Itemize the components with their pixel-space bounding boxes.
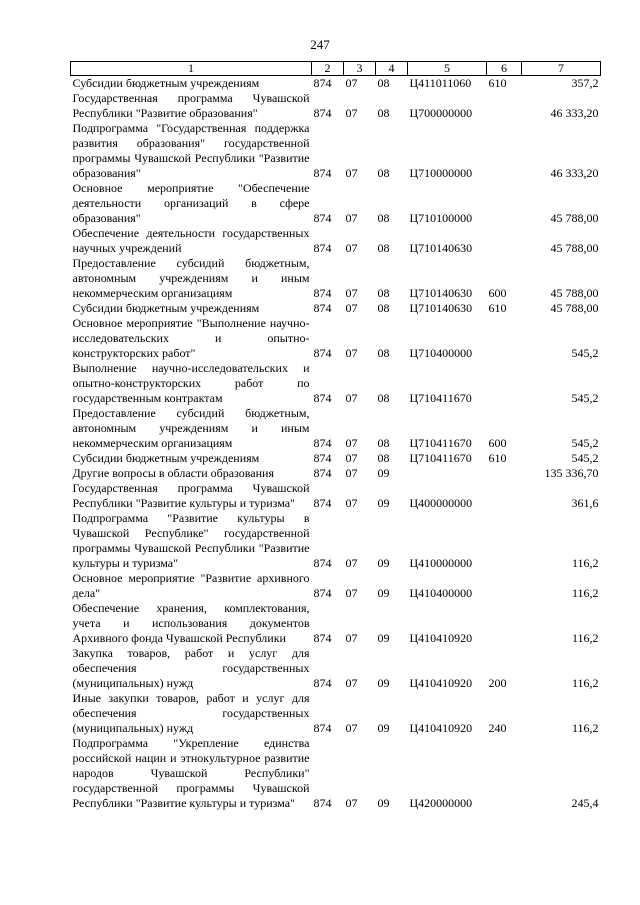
row-name-cell: Выполнение научно-исследовательских и опытно-конструкторских работ по государственным контрактам: [72, 361, 310, 405]
target-article-cell: Ц410410920: [409, 631, 473, 645]
amount-cell: 116,2: [571, 586, 599, 600]
row-name-cell: Подпрограмма "Развитие культуры в Чувашской Республике" государственной программы Чувашской Республики "Развитие культуры и туризма": [72, 511, 310, 570]
column-header: 1: [71, 62, 312, 76]
ministry-code-cell: 874: [313, 106, 332, 120]
table-row: [71, 481, 601, 511]
amount-cell: 357,2: [571, 76, 599, 90]
row-name-cell: Субсидии бюджетным учреждениям: [72, 451, 260, 465]
subsection-code-cell: 08: [377, 346, 390, 360]
section-code-cell: 07: [345, 241, 358, 255]
row-name-cell: Обеспечение деятельности государственных научных учреждений: [72, 226, 310, 255]
subsection-code-cell: 08: [377, 286, 390, 300]
amount-cell: 116,2: [571, 676, 599, 690]
amount-cell: 245,4: [571, 796, 599, 810]
target-article-cell: Ц710000000: [409, 166, 473, 180]
subsection-code-cell: 08: [377, 436, 390, 450]
row-name-cell: Предоставление субсидий бюджетным, автономным учреждениям и иным некоммерческим организациям: [72, 406, 310, 450]
subsection-code-cell: 08: [377, 451, 390, 465]
ministry-code-cell: 874: [313, 631, 332, 645]
row-name-cell: Подпрограмма "Укрепление единства российской нации и этнокультурное развитие народов Чувашской Республики" государственной программы Чувашской Республики "Развитие культуры и туризма": [72, 736, 310, 810]
table-row: [71, 226, 601, 256]
subsection-code-cell: 08: [377, 76, 390, 90]
row-name-cell: Основное мероприятие "Выполнение научно-исследовательских и опытно-конструкторских работ": [72, 316, 310, 360]
amount-cell: 116,2: [571, 631, 599, 645]
table-row: [71, 181, 601, 226]
table-row: [71, 121, 601, 181]
expense-type-cell: [487, 736, 522, 811]
subsection-code-cell: 09: [377, 721, 390, 735]
row-name-cell: Государственная программа Чувашской Республики "Развитие образования": [72, 91, 310, 120]
ministry-code-cell: 874: [313, 586, 332, 600]
target-article-cell: Ц710140630: [409, 241, 473, 255]
column-header: 6: [487, 62, 522, 76]
ministry-code-cell: 874: [313, 391, 332, 405]
amount-cell: 46 333,20: [550, 166, 599, 180]
ministry-code-cell: 874: [313, 211, 332, 225]
ministry-code-cell: 874: [313, 286, 332, 300]
expense-type-cell: 600: [488, 286, 507, 300]
ministry-code-cell: 874: [313, 496, 332, 510]
amount-cell: 45 788,00: [550, 211, 599, 225]
ministry-code-cell: 874: [313, 166, 332, 180]
subsection-code-cell: 09: [377, 631, 390, 645]
subsection-code-cell: 09: [377, 796, 390, 810]
amount-cell: 46 333,20: [550, 106, 599, 120]
section-code-cell: 07: [345, 586, 358, 600]
table-row: [71, 571, 601, 601]
column-header: 2: [312, 62, 344, 76]
target-article-cell: Ц410400000: [409, 586, 473, 600]
target-article-cell: Ц420000000: [409, 796, 473, 810]
table-row: [71, 601, 601, 646]
subsection-code-cell: 09: [377, 586, 390, 600]
section-code-cell: 07: [345, 166, 358, 180]
ministry-code-cell: 874: [313, 451, 332, 465]
expense-type-cell: 240: [488, 721, 507, 735]
row-name-cell: Подпрограмма "Государственная поддержка развития образования" государственной программы Чувашской Республики "Развитие образования": [72, 121, 310, 180]
amount-cell: 135 336,70: [544, 466, 599, 480]
expense-type-cell: 610: [488, 301, 507, 315]
page-number: 247: [310, 37, 330, 52]
section-code-cell: 07: [345, 796, 358, 810]
target-article-cell: Ц700000000: [409, 106, 473, 120]
table-row: [71, 466, 601, 481]
table-header-row: [71, 62, 601, 76]
section-code-cell: 07: [345, 211, 358, 225]
column-header: 5: [408, 62, 487, 76]
table-row: [71, 691, 601, 736]
subsection-code-cell: 09: [377, 676, 390, 690]
ministry-code-cell: 874: [313, 466, 332, 480]
table-row: [71, 406, 601, 451]
target-article-cell: Ц710411670: [409, 436, 472, 450]
section-code-cell: 07: [345, 106, 358, 120]
target-article-cell: Ц710100000: [409, 211, 473, 225]
target-article-cell: Ц411011060: [409, 76, 472, 90]
amount-cell: 116,2: [571, 556, 599, 570]
subsection-code-cell: 08: [377, 106, 390, 120]
column-header: 4: [376, 62, 408, 76]
ministry-code-cell: 874: [313, 241, 332, 255]
amount-cell: 116,2: [571, 721, 599, 735]
table-row: [71, 511, 601, 571]
section-code-cell: 07: [345, 286, 358, 300]
target-article-cell: Ц400000000: [409, 496, 473, 510]
table-row: [71, 91, 601, 121]
table-row: [71, 76, 601, 92]
expense-type-cell: [487, 316, 522, 361]
target-article-cell: Ц710140630: [409, 286, 473, 300]
amount-cell: 545,2: [571, 451, 599, 465]
subsection-code-cell: 09: [377, 496, 390, 510]
column-header: 3: [344, 62, 376, 76]
section-code-cell: 07: [345, 676, 358, 690]
expense-type-cell: [487, 511, 522, 571]
row-name-cell: Основное мероприятие "Обеспечение деятельности организаций в сфере образования": [72, 181, 310, 225]
ministry-code-cell: 874: [313, 76, 332, 90]
expense-type-cell: [487, 121, 522, 181]
ministry-code-cell: 874: [313, 436, 332, 450]
table-row: [71, 301, 601, 316]
section-code-cell: 07: [345, 301, 358, 315]
row-name-cell: Предоставление субсидий бюджетным, автономным учреждениям и иным некоммерческим организациям: [72, 256, 310, 300]
table-row: [71, 361, 601, 406]
expense-type-cell: [487, 481, 522, 511]
section-code-cell: 07: [345, 391, 358, 405]
table-row: [71, 451, 601, 466]
expense-type-cell: 200: [488, 676, 507, 690]
subsection-code-cell: 08: [377, 391, 390, 405]
ministry-code-cell: 874: [313, 796, 332, 810]
target-article-cell: [408, 466, 487, 481]
section-code-cell: 07: [345, 76, 358, 90]
expense-type-cell: [487, 571, 522, 601]
row-name-cell: Государственная программа Чувашской Республики "Развитие культуры и туризма": [72, 481, 310, 510]
expense-type-cell: [487, 181, 522, 226]
section-code-cell: 07: [345, 346, 358, 360]
row-name-cell: Основное мероприятие "Развитие архивного дела": [72, 571, 310, 600]
expense-type-cell: [487, 91, 522, 121]
budget-table: [70, 61, 601, 811]
row-name-cell: Субсидии бюджетным учреждениям: [72, 301, 260, 315]
expense-type-cell: 610: [488, 451, 507, 465]
subsection-code-cell: 08: [377, 241, 390, 255]
amount-cell: 45 788,00: [550, 286, 599, 300]
section-code-cell: 07: [345, 451, 358, 465]
amount-cell: 45 788,00: [550, 301, 599, 315]
table-row: [71, 256, 601, 301]
subsection-code-cell: 09: [377, 556, 390, 570]
target-article-cell: Ц710411670: [409, 391, 472, 405]
expense-type-cell: 600: [488, 436, 507, 450]
target-article-cell: Ц710140630: [409, 301, 473, 315]
target-article-cell: Ц710400000: [409, 346, 473, 360]
target-article-cell: Ц410410920: [409, 721, 473, 735]
expense-type-cell: 610: [488, 76, 507, 90]
expense-type-cell: [487, 601, 522, 646]
expense-type-cell: [487, 466, 522, 481]
section-code-cell: 07: [345, 721, 358, 735]
section-code-cell: 07: [345, 466, 358, 480]
table-row: [71, 316, 601, 361]
expense-type-cell: [487, 361, 522, 406]
table-body: [71, 76, 601, 812]
row-name-cell: Субсидии бюджетным учреждениям: [72, 76, 260, 90]
ministry-code-cell: 874: [313, 301, 332, 315]
column-header: 7: [522, 62, 601, 76]
row-name-cell: Иные закупки товаров, работ и услуг для обеспечения государственных (муниципальных) нужд: [72, 691, 310, 735]
amount-cell: 45 788,00: [550, 241, 599, 255]
row-name-cell: Другие вопросы в области образования: [72, 466, 274, 480]
ministry-code-cell: 874: [313, 721, 332, 735]
section-code-cell: 07: [345, 496, 358, 510]
row-name-cell: Закупка товаров, работ и услуг для обеспечения государственных (муниципальных) нужд: [72, 646, 310, 690]
subsection-code-cell: 09: [377, 466, 390, 480]
section-code-cell: 07: [345, 631, 358, 645]
expense-type-cell: [487, 226, 522, 256]
subsection-code-cell: 08: [377, 301, 390, 315]
section-code-cell: 07: [345, 436, 358, 450]
table-row: [71, 646, 601, 691]
amount-cell: 361,6: [571, 496, 599, 510]
table-row: [71, 736, 601, 811]
amount-cell: 545,2: [571, 346, 599, 360]
subsection-code-cell: 08: [377, 211, 390, 225]
target-article-cell: Ц410000000: [409, 556, 473, 570]
ministry-code-cell: 874: [313, 556, 332, 570]
ministry-code-cell: 874: [313, 346, 332, 360]
target-article-cell: Ц710411670: [409, 451, 472, 465]
section-code-cell: 07: [345, 556, 358, 570]
subsection-code-cell: 08: [377, 166, 390, 180]
amount-cell: 545,2: [571, 391, 599, 405]
target-article-cell: Ц410410920: [409, 676, 473, 690]
row-name-cell: Обеспечение хранения, комплектования, учета и использования документов Архивного фонда Чувашской Республики: [72, 601, 310, 645]
amount-cell: 545,2: [571, 436, 599, 450]
ministry-code-cell: 874: [313, 676, 332, 690]
